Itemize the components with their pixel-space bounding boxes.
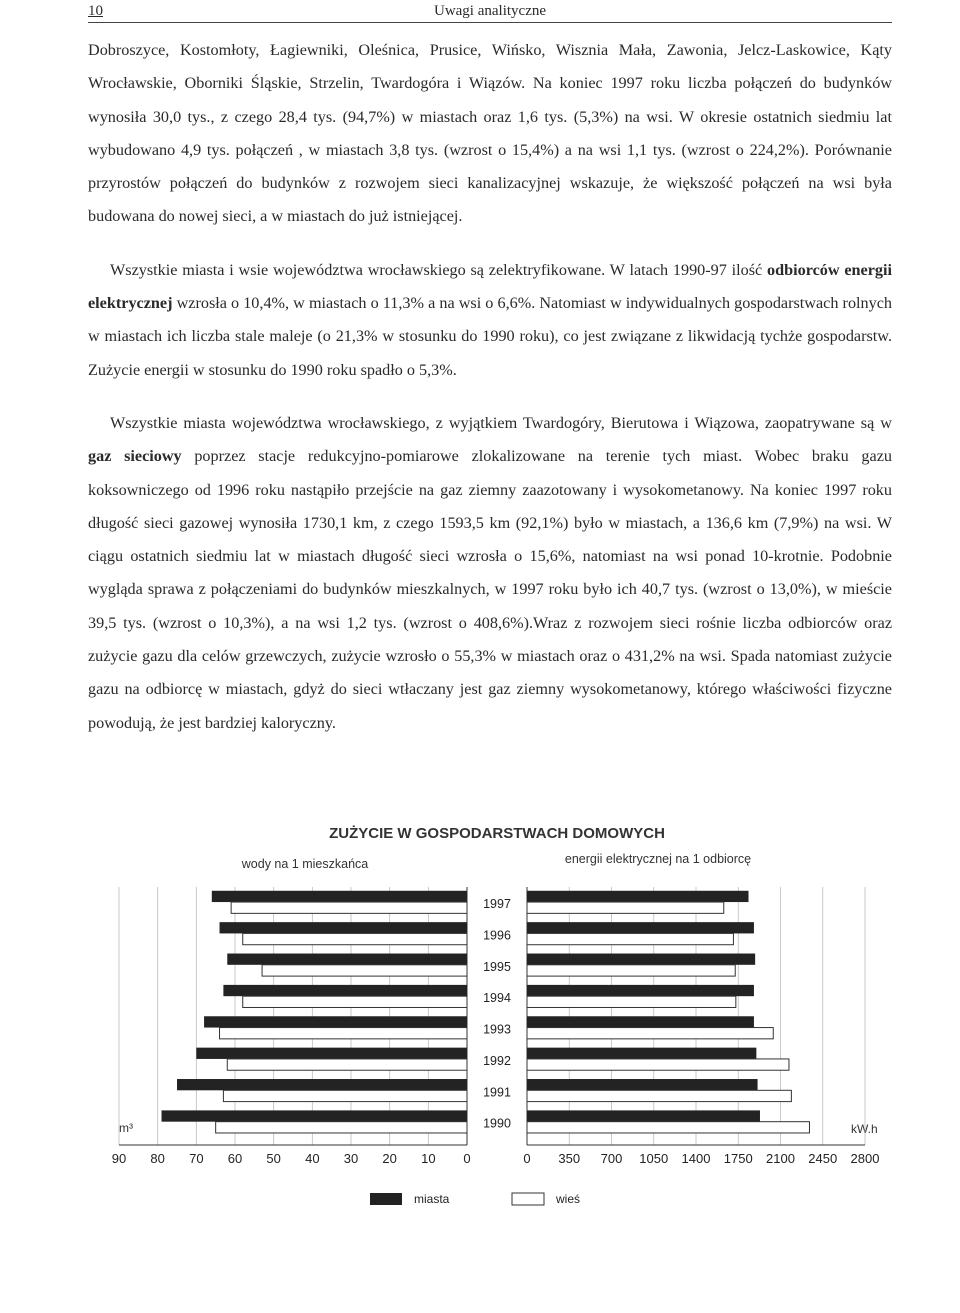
bar-right-wies xyxy=(527,1122,809,1133)
bar-right-miasta xyxy=(527,1110,760,1121)
legend-swatch-wies xyxy=(512,1193,544,1205)
bar-left-wies xyxy=(227,1059,467,1070)
left-panel-subtitle: wody na 1 mieszkańca xyxy=(241,857,369,871)
category-label: 1990 xyxy=(483,1116,511,1131)
bar-right-miasta xyxy=(527,954,755,965)
category-label: 1991 xyxy=(483,1085,511,1100)
text-run: poprzez stacje redukcyjno-pomiarowe zlokalizowane na terenie tych miast. Wobec braku gazu koksowniczego od 1996 roku nastąpiło przejście na gaz ziemny zaazotowany i wysokometanowy. Na koniec 1997 roku długość sieci gazowej wynosiła 1730,1 km, z czego 1593,5 km (92,1%) było w miastach, a 136,6 km (7,9%) na wsi. W ciągu ostatnich siedmiu lat w miastach długość sieci wzrosła o 15,6%, natomiast na wsi ponad 10-krotnie. Podobnie wygląda sprawa z połączeniami do budynków mieszkalnych, w 1997 roku było ich 40,7 tys. (wzrost o 13,0%), w mieście 39,5 tys. (wzrost o 10,3%), a na wsi 1,2 tys. (wzrost o 408,6%).Wraz z rozwojem sieci rośnie liczba odbiorców oraz zużycie gazu dla celów grzewczych, zużycie wzrosło o 55,3% w miastach oraz o 431,2% na wsi. Spada natomiast zużycie gazu na odbiorcę w miastach, gdyż do sieci wtłaczany jest gaz ziemny wysokometanowy, którego właściwości fizyczne powodują, że jest bardziej kaloryczny. xyxy=(88,447,892,732)
paragraph-sewage xyxy=(88,34,892,234)
bar-left-miasta xyxy=(227,954,467,965)
bar-right-miasta xyxy=(527,1016,754,1027)
category-label: 1994 xyxy=(483,991,511,1006)
running-title: Uwagi analityczne xyxy=(433,3,547,19)
bar-right-wies xyxy=(527,996,736,1007)
right-tick-label: 1050 xyxy=(639,1151,669,1166)
bar-left-miasta xyxy=(162,1110,467,1121)
left-tick-label: 10 xyxy=(421,1151,436,1166)
bar-right-miasta xyxy=(527,985,754,996)
right-tick-label: 350 xyxy=(558,1151,581,1166)
bar-right-miasta xyxy=(527,922,754,933)
bar-right-miasta xyxy=(527,1048,756,1059)
bar-left-miasta xyxy=(212,891,467,902)
bar-left-wies xyxy=(223,1090,467,1101)
bar-left-miasta xyxy=(223,985,467,996)
bar-right-wies xyxy=(527,902,724,913)
category-label: 1997 xyxy=(483,897,511,912)
bar-left-wies xyxy=(231,902,467,913)
category-label: 1995 xyxy=(483,959,511,974)
bar-left-wies xyxy=(220,1028,467,1039)
paragraph-electricity xyxy=(88,254,892,387)
legend-label-miasta: miasta xyxy=(414,1192,450,1206)
bar-right-miasta xyxy=(527,891,749,902)
page-number: 10 xyxy=(88,3,103,19)
bar-left-wies xyxy=(243,933,467,944)
right-tick-label: 1750 xyxy=(723,1151,753,1166)
right-tick-label: 2100 xyxy=(766,1151,795,1166)
bar-left-miasta xyxy=(220,922,467,933)
consumption-chart xyxy=(0,815,960,1235)
text-run: wzrosła o 10,4%, w miastach o 11,3% a na wsi o 6,6%. Natomiast w indywidualnych gospodarstwach rolnych w miastach ich liczba stale maleje (o 21,3% w stosunku do 1990 roku), co jest związane z likwidacją tychże gospodarstw. Zużycie energii w stosunku do 1990 roku spadło o 5,3%. xyxy=(88,294,892,379)
text-run: Dobroszyce, Kostomłoty, Łagiewniki, Oleśnica, Prusice, Wińsko, Wisznia Mała, Zawonia, Jelcz-Laskowice, Kąty Wrocławskie, Oborniki Śląskie, Strzelin, Twardogóra i Wiązów. Na koniec 1997 roku liczba połączeń do budynków wynosiła 30,0 tys., z czego 28,4 tys. (94,7%) w miastach oraz 1,6 tys. (5,3%) na wsi. W okresie ostatnich siedmiu lat wybudowano 4,9 tys. połączeń , w miastach 3,8 tys. (wzrost o 15,4%) a na wsi 1,1 tys. (wzrost o 224,2%). Porównanie przyrostów połączeń do budynków z rozwojem sieci kanalizacyjnej wskazuje, że większość połączeń na wsi była budowana do nowej sieci, a w miastach do już istniejącej. xyxy=(88,41,892,226)
right-tick-label: 2800 xyxy=(850,1151,880,1166)
body-text xyxy=(88,34,892,740)
bar-left-wies xyxy=(262,965,467,976)
left-tick-label: 70 xyxy=(189,1151,204,1166)
bar-right-wies xyxy=(527,965,735,976)
bar-left-miasta xyxy=(204,1016,467,1027)
bar-right-wies xyxy=(527,1090,791,1101)
bold-term: odbiorców energii elektrycznej xyxy=(88,260,893,313)
text-run: Wszystkie miasta i wsie województwa wrocławskiego są zelektryfikowane. W latach 1990-97 ilość xyxy=(110,260,768,279)
right-tick-label: 1400 xyxy=(681,1151,711,1166)
left-tick-label: 50 xyxy=(266,1151,281,1166)
bar-left-miasta xyxy=(196,1048,467,1059)
right-tick-label: 700 xyxy=(600,1151,623,1166)
legend-label-wies: wieś xyxy=(556,1192,581,1206)
legend-swatch-miasta xyxy=(370,1193,402,1205)
category-label: 1992 xyxy=(483,1053,511,1068)
left-tick-label: 40 xyxy=(305,1151,320,1166)
left-tick-label: 30 xyxy=(343,1151,359,1166)
bar-left-wies xyxy=(243,996,467,1007)
paragraph-gas xyxy=(88,407,892,740)
left-tick-label: 0 xyxy=(463,1151,471,1166)
bar-right-wies xyxy=(527,1028,773,1039)
bold-term: gaz sieciowy xyxy=(88,447,182,466)
category-label: 1996 xyxy=(483,928,511,943)
left-tick-label: 60 xyxy=(227,1151,243,1166)
right-tick-label: 2450 xyxy=(808,1151,838,1166)
bar-left-wies xyxy=(216,1122,467,1133)
bar-right-miasta xyxy=(527,1079,758,1090)
bar-right-wies xyxy=(527,1059,789,1070)
left-unit-label: m³ xyxy=(119,1121,133,1135)
bar-left-miasta xyxy=(177,1079,467,1090)
left-tick-label: 90 xyxy=(111,1151,127,1166)
right-tick-label: 0 xyxy=(523,1151,531,1166)
left-tick-label: 20 xyxy=(382,1151,397,1166)
left-tick-label: 80 xyxy=(150,1151,165,1166)
page-header xyxy=(88,0,892,23)
chart-title: ZUŻYCIE W GOSPODARSTWACH DOMOWYCH xyxy=(329,825,665,842)
chart-svg xyxy=(0,815,960,1235)
right-panel-subtitle: energii elektrycznej na 1 odbiorcę xyxy=(564,852,752,866)
category-label: 1993 xyxy=(483,1022,511,1037)
bar-right-wies xyxy=(527,933,733,944)
text-run: Wszystkie miasta województwa wrocławskiego, z wyjątkiem Twardogóry, Bierutowa i Wiązowa, zaopatrywane są w xyxy=(110,413,892,432)
right-unit-label: kW.h xyxy=(851,1122,878,1136)
